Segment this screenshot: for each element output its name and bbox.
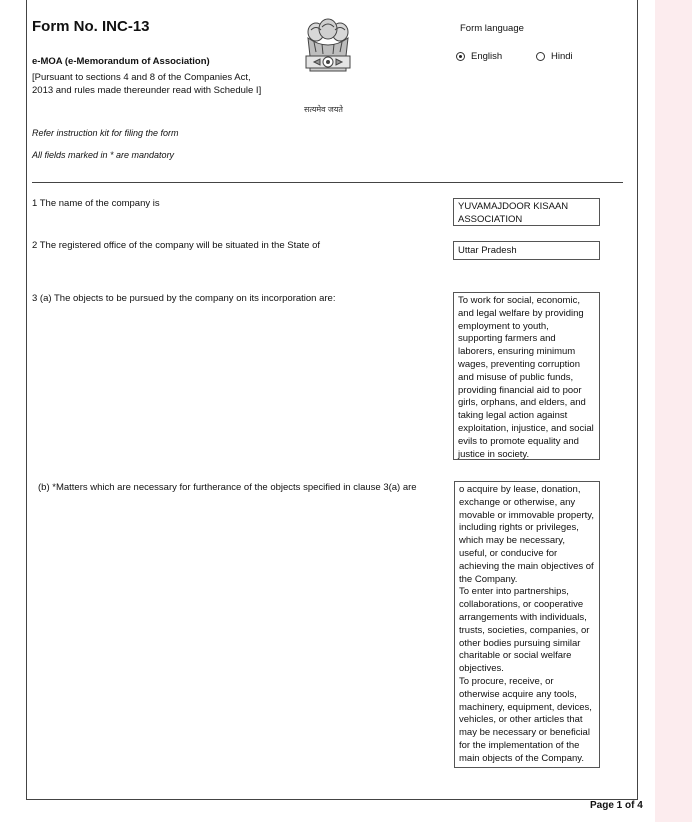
language-option-english[interactable] (456, 51, 502, 62)
form-number: Form No. INC-13 (32, 18, 150, 35)
company-name-label: 1 The name of the company is (32, 198, 160, 209)
registered-office-state-label: 2 The registered office of the company will be situated in the State of (32, 240, 320, 251)
objects-label: 3 (a) The objects to be pursued by the company on its incorporation are: (32, 293, 336, 304)
language-option-label: English (471, 51, 503, 62)
page-number: Page 1 of 4 (590, 800, 643, 811)
mandatory-note: All fields marked in * are mandatory (32, 150, 175, 160)
section-divider (32, 182, 623, 183)
radio-hindi[interactable] (536, 52, 545, 61)
national-emblem-icon (298, 18, 358, 118)
language-option-label: Hindi (551, 51, 573, 62)
company-name-field[interactable]: YUVAMAJDOOR KISAAN ASSOCIATION (453, 198, 600, 226)
pursuant-note: [Pursuant to sections 4 and 8 of the Companies Act, 2013 and rules made thereunder read with Schedule I] (32, 72, 262, 96)
language-option-hindi[interactable] (536, 51, 573, 62)
objects-field[interactable]: To work for social, economic, and legal welfare by providing employment to youth, supporting farmers and laborers, ensuring minimum wages, preventing corruption and misuse of public funds, providing financial aid to poor girls, orphans, and elders, and taking legal action against exploitation, injustice, and social evils to promote equality and justice in society. (453, 292, 600, 460)
furtherance-matters-label: (b) *Matters which are necessary for furtherance of the objects specified in clause 3(a) are (38, 482, 417, 493)
registered-office-state-field[interactable]: Uttar Pradesh (453, 241, 600, 260)
furtherance-matters-field[interactable]: o acquire by lease, donation, exchange or otherwise, any movable or immovable property, including rights or privileges, which may be necessary, useful, or conducive for achieving the main objectives of the Company. To enter into partnerships, collaborations, or cooperative arrangements with individuals, trusts, societies, companies, or other bodies pursuing similar charitable or social welfare objectives. To procure, receive, or otherwise acquire any tools, machinery, equipment, devices, vehicles, or other articles that may be necessary or beneficial for the implementation of the main objects of the Company. (454, 481, 600, 768)
side-strip (655, 0, 692, 822)
instruction-kit-note: Refer instruction kit for filing the form (32, 128, 179, 138)
form-title: e-MOA (e-Memorandum of Association) (32, 56, 210, 67)
form-language-label: Form language (460, 23, 524, 34)
emblem-motto: सत्यमेव जयते (304, 105, 343, 114)
radio-english[interactable] (456, 52, 465, 61)
